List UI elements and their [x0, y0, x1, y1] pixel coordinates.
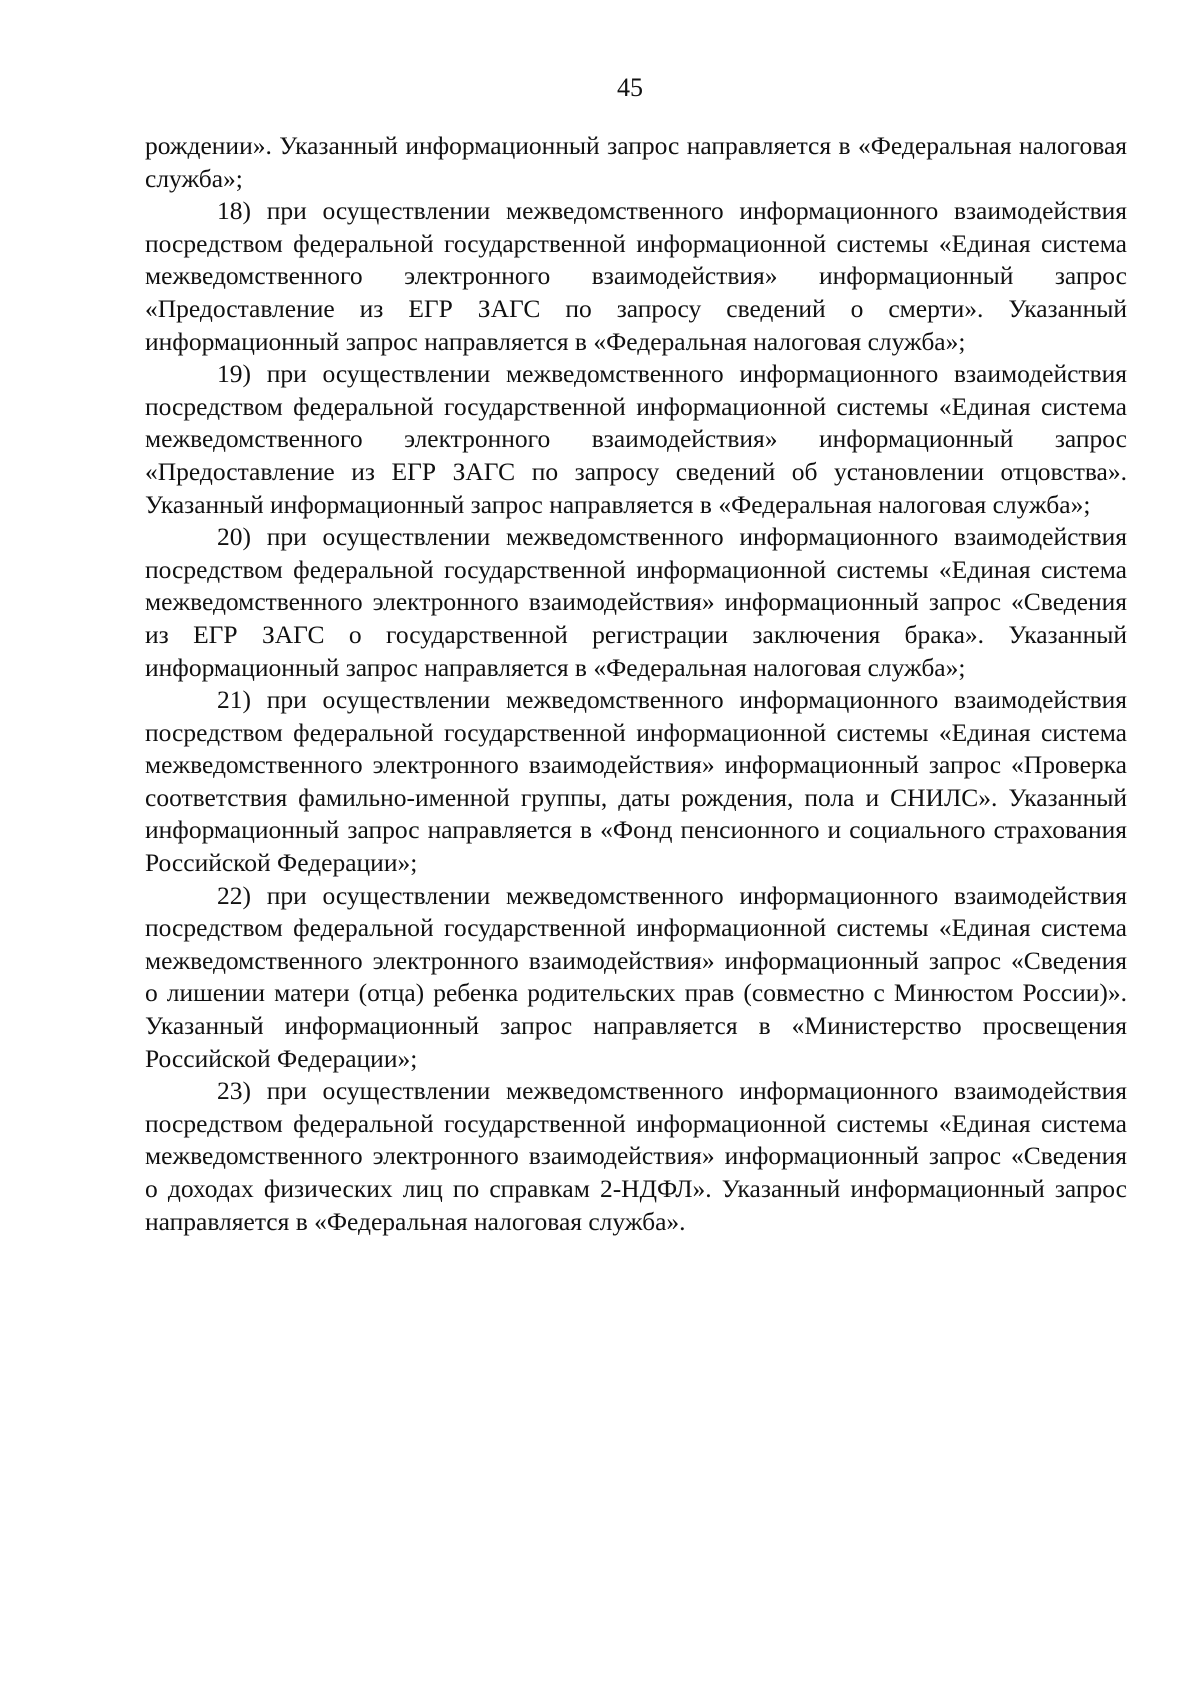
document-body: [145, 130, 1127, 1238]
list-item-20: 20) при осуществлении межведомственного информационного взаимодействия посредством федеральной государственной информационной системы «Единая система межведомственного электронного взаимодействия» информационный запрос «Сведения из ЕГР ЗАГС о государственной регистрации заключения брака». Указанный информационный запрос направляется в «Федеральная налоговая служба»;: [145, 522, 1127, 682]
list-item-21: 21) при осуществлении межведомственного информационного взаимодействия посредством федеральной государственной информационной системы «Единая система межведомственного электронного взаимодействия» информационный запрос «Проверка соответствия фамильно-именной группы, даты рождения, пола и СНИЛС». Указанный информационный запрос направляется в «Фонд пенсионного и социального страхования Российской Федерации»;: [145, 685, 1127, 878]
paragraph-continuation: рождении». Указанный информационный запрос направляется в «Федеральная налоговая служба»;: [145, 131, 1127, 193]
list-item-18: 18) при осуществлении межведомственного информационного взаимодействия посредством федеральной государственной информационной системы «Единая система межведомственного электронного взаимодействия» информационный запрос «Предоставление из ЕГР ЗАГС по запросу сведений о смерти». Указанный информационный запрос направляется в «Федеральная налоговая служба»;: [145, 196, 1127, 356]
list-item-23: 23) при осуществлении межведомственного информационного взаимодействия посредством федеральной государственной информационной системы «Единая система межведомственного электронного взаимодействия» информационный запрос «Сведения о доходах физических лиц по справкам 2-НДФЛ». Указанный информационный запрос направляется в «Федеральная налоговая служба».: [145, 1076, 1127, 1236]
list-item-22: 22) при осуществлении межведомственного информационного взаимодействия посредством федеральной государственной информационной системы «Единая система межведомственного электронного взаимодействия» информационный запрос «Сведения о лишении матери (отца) ребенка родительских прав (совместно с Минюстом России)». Указанный информационный запрос направляется в «Министерство просвещения Российской Федерации»;: [145, 880, 1127, 1073]
list-item-19: 19) при осуществлении межведомственного информационного взаимодействия посредством федеральной государственной информационной системы «Единая система межведомственного электронного взаимодействия» информационный запрос «Предоставление из ЕГР ЗАГС по запросу сведений об установлении отцовства». Указанный информационный запрос направляется в «Федеральная налоговая служба»;: [145, 359, 1127, 519]
page-number: 45: [617, 73, 643, 102]
